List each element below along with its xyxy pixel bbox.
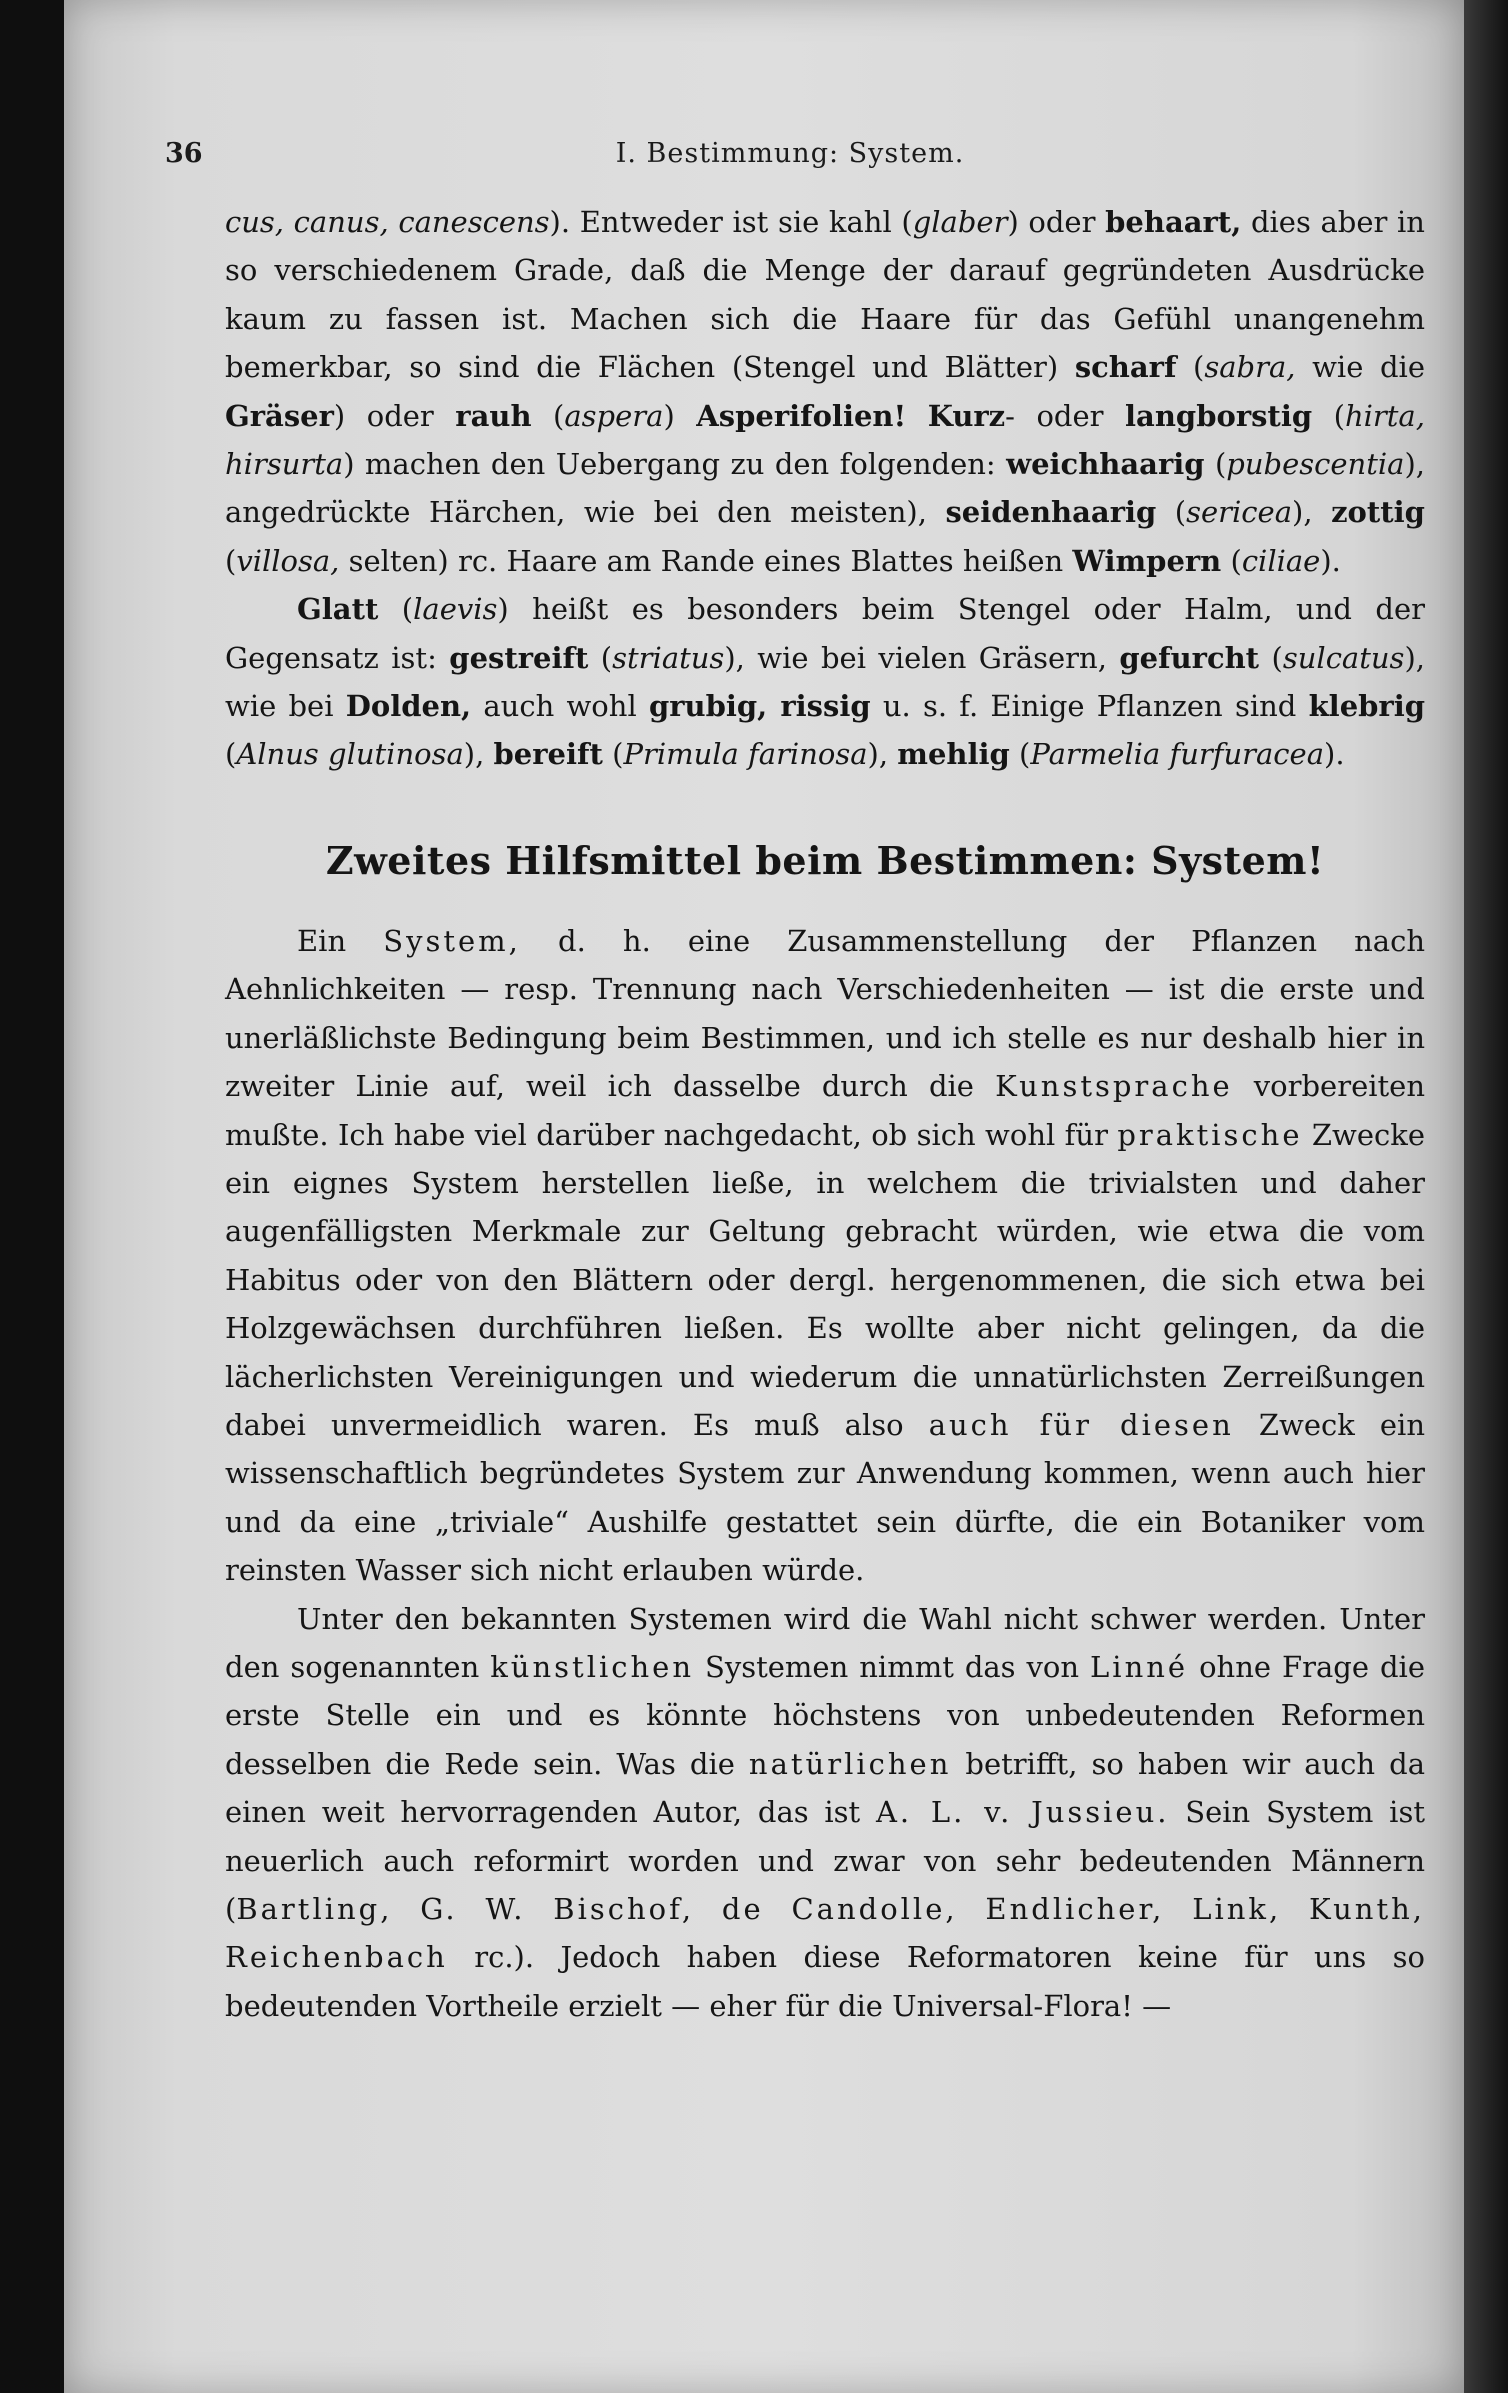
bold-term: weichhaarig bbox=[1006, 447, 1205, 482]
text-run: ( bbox=[1204, 447, 1227, 482]
text-run: ) oder bbox=[1007, 205, 1106, 239]
text-run: ( bbox=[225, 543, 237, 578]
text-run: ( bbox=[531, 398, 565, 433]
bold-term: behaart, bbox=[1105, 205, 1242, 239]
text-run: u. s. f. Einige Pflanzen sind bbox=[870, 689, 1309, 724]
text-run: Sein System ist neuerlich auch reformirt worden und zwar von sehr bedeutenden Männern ( bbox=[225, 1795, 1425, 1926]
text-run: ) heißt es besonders beim Stengel oder Halm, und der Gegensatz ist: bbox=[225, 592, 1425, 675]
text-run: ). bbox=[1320, 543, 1341, 578]
latin-term: Primula farinosa bbox=[623, 737, 868, 772]
text-run: ( bbox=[225, 737, 237, 772]
text-run: Zwecke ein eignes System herstellen ließe, in welchem die trivialsten und daher augenfälligsten Merkmale zur Geltung gebracht würden, wie etwa die vom Habitus oder von den Blättern oder dergl. hergenommenen, die sich etwa bei Holzgewächsen durchführen ließen. Es wollte aber nicht gelingen, da die lächerlichsten Vereinigungen und wiederum die unnatürlichsten Zerreißungen dabei unvermeidlich waren. Es muß also bbox=[225, 1117, 1425, 1442]
bold-term: seidenhaarig bbox=[945, 495, 1157, 530]
latin-term: villosa, bbox=[236, 543, 340, 578]
text-run: ) machen den Uebergang zu den folgenden: bbox=[343, 447, 1007, 482]
section-gap bbox=[225, 779, 1425, 831]
spaced-name: auch für diesen bbox=[928, 1407, 1234, 1442]
spaced-name: Bartling, G. W. Bischof, de Candolle, Endlicher, Link, Kunth, Reichenbach bbox=[225, 1892, 1425, 1975]
text-run: ) oder bbox=[333, 398, 456, 433]
text-run: ), bbox=[1292, 495, 1332, 530]
page-edge-shadow bbox=[1464, 0, 1508, 2393]
text-run: dies aber in so verschiedenem Grade, daß die Menge der darauf gegründeten Ausdrücke kaum zu fassen ist. Machen sich die Haare für das Gefühl unangenehm bemerkbar, so sind die Flächen (Stengel und Blätter) bbox=[225, 205, 1425, 385]
bold-term: Dolden, bbox=[345, 689, 472, 724]
spaced-name: A. L. v. Jussieu. bbox=[875, 1795, 1170, 1830]
spaced-name: System, bbox=[383, 923, 521, 958]
spaced-name: praktische bbox=[1117, 1117, 1303, 1152]
bold-term: Gräser bbox=[225, 398, 334, 433]
bold-term: gestreift bbox=[449, 640, 589, 675]
latin-term: hirta, hirsurta bbox=[225, 398, 1425, 482]
spaced-name: natürlichen bbox=[748, 1746, 952, 1781]
text-run: ( bbox=[1156, 495, 1187, 530]
latin-term: sulcatus bbox=[1282, 640, 1405, 675]
page-header bbox=[165, 138, 1415, 178]
text-run: ). bbox=[1324, 737, 1345, 772]
latin-term: laevis bbox=[413, 592, 498, 627]
bold-term: grubig, rissig bbox=[648, 689, 871, 724]
text-run: ( bbox=[378, 592, 414, 627]
bold-term: bereift bbox=[493, 737, 603, 772]
bold-term: gefurcht bbox=[1119, 640, 1260, 675]
latin-term: cus, canus, canescens bbox=[225, 205, 550, 239]
text-run: ( bbox=[1176, 350, 1205, 385]
page-number: 36 bbox=[165, 138, 203, 169]
bold-term: langborstig bbox=[1125, 398, 1313, 433]
bold-term: Wimpern bbox=[1072, 543, 1222, 578]
text-run: Zweck ein wissenschaftlich begründetes System zur Anwendung kommen, wenn auch hier und da eine „triviale“ Aushilfe gestattet sein dürfte, die ein Botaniker vom reinsten Wasser sich nicht erlauben würde. bbox=[225, 1407, 1426, 1588]
text-run: rc.). Jedoch haben diese Reformatoren keine für uns so bedeutenden Vortheile erzielt — eher für die Universal-Flora! — bbox=[225, 1940, 1425, 2023]
text-run: - oder bbox=[1005, 398, 1126, 433]
text-run: ) bbox=[663, 398, 697, 433]
latin-term: Parmelia furfuracea bbox=[1030, 737, 1324, 772]
paragraph-smooth-terms bbox=[225, 585, 1425, 779]
spaced-name: Kunstsprache bbox=[995, 1069, 1233, 1104]
text-run: Systemen nimmt das von bbox=[694, 1649, 1091, 1684]
text-run: d. h. eine Zusammenstellung der Pflanzen nach Aehnlichkeiten — resp. Trennung nach Verschiedenheiten — ist die erste und unerläßlichste Bedingung beim Bestimmen, und ich stelle es nur deshalb hier in zweiter Linie auf, weil ich dasselbe durch die bbox=[225, 923, 1425, 1104]
text-run: wie die bbox=[1295, 350, 1425, 385]
text-run: ), angedrückte Härchen, wie bei den meisten), bbox=[225, 447, 1425, 530]
paragraph-known-systems bbox=[225, 1595, 1425, 2031]
text-run: ohne Frage die erste Stelle ein und es könnte höchstens von unbedeutenden Reformen desselben die Rede sein. Was die bbox=[225, 1649, 1425, 1781]
text-run: Ein bbox=[297, 923, 384, 958]
text-run: ), wie bei bbox=[225, 640, 1425, 724]
bold-term: Glatt bbox=[297, 592, 379, 627]
text-run: ), bbox=[867, 737, 898, 772]
paragraph-system-intro bbox=[225, 917, 1425, 1595]
text-run: ( bbox=[1221, 543, 1242, 578]
paragraph-hair-terms bbox=[225, 198, 1425, 585]
latin-term: pubescentia bbox=[1226, 447, 1405, 482]
text-run: ( bbox=[602, 737, 624, 772]
bold-term: klebrig bbox=[1308, 689, 1425, 724]
bold-term: mehlig bbox=[897, 737, 1010, 772]
running-head: I. Bestimmung: System. bbox=[615, 138, 965, 169]
text-run: ( bbox=[1259, 640, 1283, 675]
latin-term: sabra, bbox=[1204, 350, 1296, 385]
bold-term: Asperifolien! bbox=[696, 398, 907, 433]
bold-term: zottig bbox=[1331, 495, 1425, 530]
text-run: ), wie bei vielen Gräsern, bbox=[724, 640, 1120, 675]
latin-term: aspera bbox=[564, 398, 664, 433]
text-run: vorbereiten mußte. Ich habe viel darüber nachgedacht, ob sich wohl für bbox=[225, 1069, 1425, 1152]
text-run: ( bbox=[1312, 398, 1345, 433]
text-run: selten) rc. Haare am Rande eines Blattes heißen bbox=[339, 543, 1073, 578]
bold-term: Kurz bbox=[927, 398, 1006, 433]
text-run: auch wohl bbox=[471, 689, 649, 724]
page-body bbox=[225, 198, 1425, 2030]
section-heading: Zweites Hilfsmittel beim Bestimmen: System! bbox=[325, 837, 1325, 883]
text-run: betrifft, so haben wir auch da einen weit hervorragenden Autor, das ist bbox=[225, 1746, 1425, 1830]
spaced-name: Linné bbox=[1090, 1649, 1189, 1684]
text-run bbox=[906, 399, 928, 433]
text-run: ( bbox=[588, 640, 613, 675]
bold-term: rauh bbox=[455, 398, 532, 433]
heading-gap bbox=[225, 891, 1425, 917]
spaced-name: künstlichen bbox=[490, 1649, 695, 1684]
latin-term: sericea bbox=[1186, 495, 1293, 530]
text-run: ( bbox=[1009, 737, 1031, 772]
text-run: ), bbox=[463, 737, 494, 772]
latin-term: ciliae bbox=[1241, 543, 1321, 578]
text-run: Unter den bekannten Systemen wird die Wahl nicht schwer werden. Unter den sogenannten bbox=[225, 1601, 1425, 1684]
latin-term: Alnus glutinosa bbox=[236, 737, 464, 772]
latin-term: striatus bbox=[612, 640, 725, 675]
latin-term: glaber bbox=[912, 205, 1008, 239]
text-run: ). Entweder ist sie kahl ( bbox=[549, 205, 913, 239]
bold-term: scharf bbox=[1074, 350, 1177, 385]
